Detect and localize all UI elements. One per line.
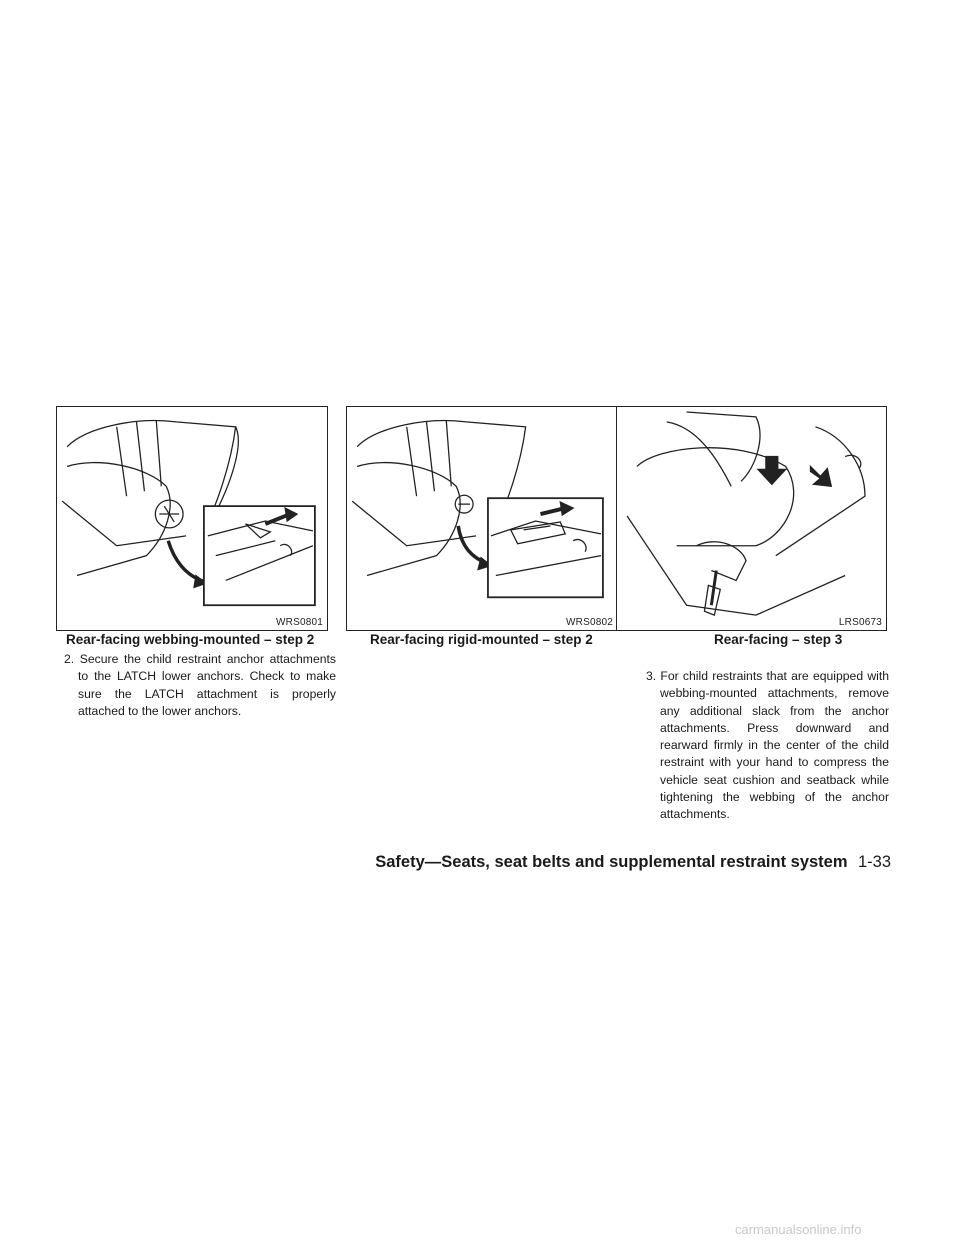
figure-code: LRS0673 [838, 617, 882, 628]
figure-code: WRS0802 [566, 617, 613, 628]
section-title: Safety—Seats, seat belts and supplemental restraint system [375, 853, 848, 871]
illustration-rigid-mounted [347, 407, 617, 630]
illustration-webbing-mounted [57, 407, 327, 630]
figure-code: WRS0801 [276, 617, 323, 628]
instruction-step-2: 2. Secure the child restraint anchor attachments to the LATCH lower anchors. Check to make sure the LATCH attachment is properly attached to the lower anchors. [64, 652, 336, 718]
figure-rear-facing-step3 [616, 406, 887, 631]
figure-webbing-mounted [56, 406, 328, 631]
illustration-rear-facing-step3 [617, 407, 886, 630]
watermark: carmanualsonline.info [735, 1222, 862, 1237]
figure-caption-step3: Rear-facing – step 3 [714, 632, 843, 647]
page-footer [375, 853, 891, 872]
figure-rigid-mounted [346, 406, 618, 631]
figure-caption-rigid-mounted: Rear-facing rigid-mounted – step 2 [370, 632, 593, 647]
figure-caption-webbing-mounted: Rear-facing webbing-mounted – step 2 [66, 632, 315, 647]
instruction-step-3: 3. For child restraints that are equipped with webbing-mounted attachments, remove any additional slack from the anchor attachments. Press downward and rearward firmly in the center of the child restraint with your hand to compress the vehicle seat cushion and seatback while tightening the webbing of the anchor attachments. [646, 669, 889, 822]
page-number: 1-33 [857, 853, 891, 871]
